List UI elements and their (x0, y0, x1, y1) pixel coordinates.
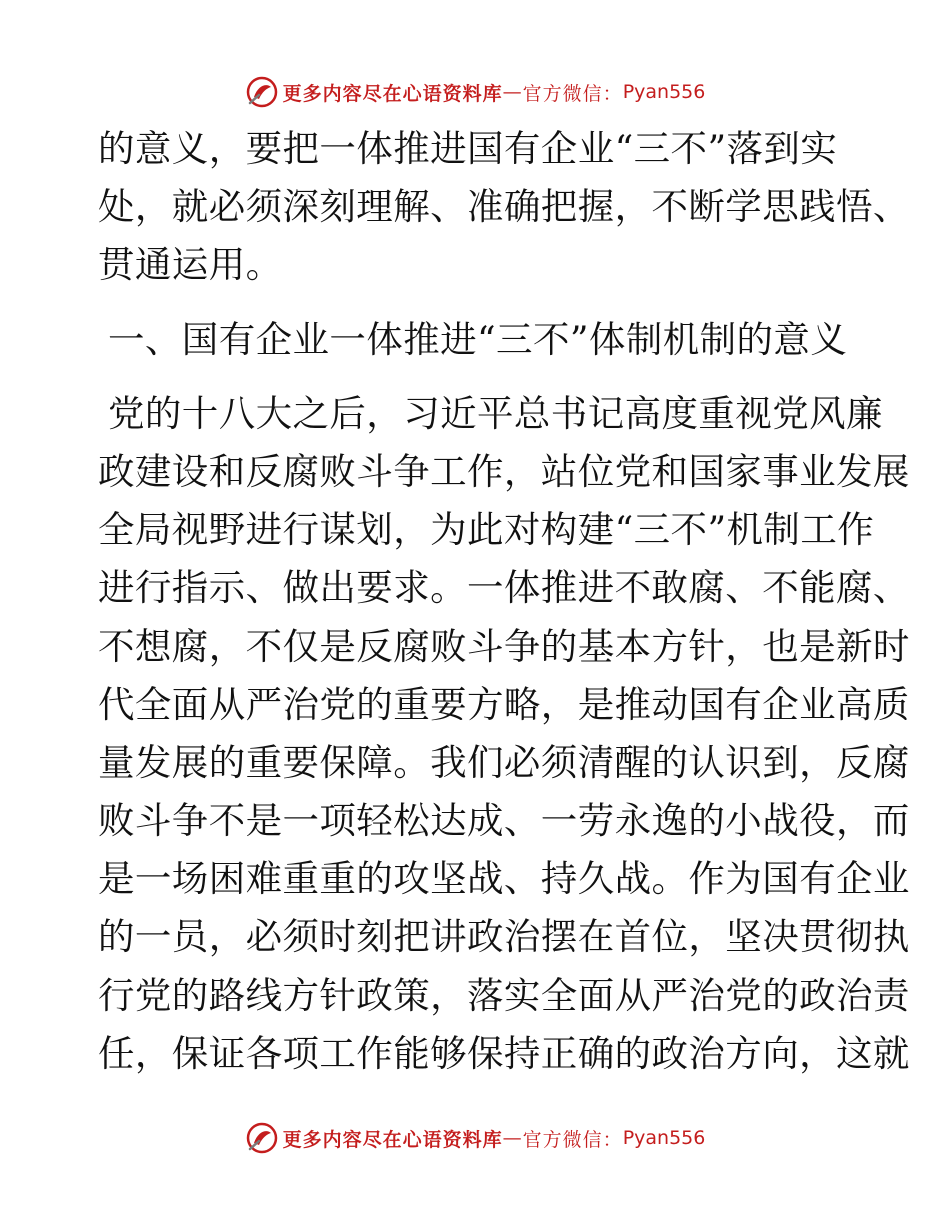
text-line: 败斗争不是一项轻松达成、一劳永逸的小战役，而 (98, 799, 910, 843)
brand-logo-icon (245, 1121, 279, 1155)
wechat-label: 官方微信： (522, 1128, 623, 1151)
document-body (98, 120, 910, 1083)
site-slogan: 更多内容尽在心语资料库 (282, 1128, 503, 1151)
text-line: 的一员，必须时刻把讲政治摆在首位，坚决贯彻执 (98, 915, 910, 959)
text-line: 全局视野进行谋划，为此对构建“三不”机制工作 (98, 508, 875, 552)
wechat-id: Pyan556 (622, 81, 706, 103)
text-line: 的意义，要把一体推进国有企业“三不”落到实 (98, 127, 838, 170)
wechat-label: 官方微信： (522, 82, 623, 105)
text-line: 处，就必须深刻理解、准确把握，不断学思践悟、 (98, 185, 910, 229)
text-line: 行党的路线方针政策，落实全面从严治党的政治责 (98, 973, 910, 1017)
text-line: 不想腐，不仅是反腐败斗争的基本方针，也是新时 (98, 624, 910, 668)
footer-banner (0, 1118, 950, 1158)
text-line: 政建设和反腐败斗争工作，站位党和国家事业发展 (98, 449, 910, 493)
text-line: 量发展的重要保障。我们必须清醒的认识到，反腐 (98, 740, 910, 784)
text-line: 党的十八大之后，习近平总书记高度重视党风廉 (108, 391, 883, 435)
text-line: 进行指示、做出要求。一体推进不敢腐、不能腐、 (98, 566, 910, 610)
banner-separator: — (502, 1127, 523, 1149)
wechat-id: Pyan556 (622, 1127, 706, 1149)
text-line: 任，保证各项工作能够保持正确的政治方向，这就 (98, 1031, 910, 1075)
section-heading: 一、国有企业一体推进“三不”体制机制的意义 (108, 317, 848, 361)
banner-separator: — (502, 81, 523, 103)
site-slogan: 更多内容尽在心语资料库 (282, 82, 503, 105)
text-line: 是一场困难重重的攻坚战、持久战。作为国有企业 (98, 857, 910, 901)
text-line: 代全面从严治党的重要方略，是推动国有企业高质 (98, 682, 910, 726)
header-banner (0, 72, 950, 112)
text-line: 贯通运用。 (98, 243, 283, 287)
brand-logo-icon (245, 75, 279, 109)
